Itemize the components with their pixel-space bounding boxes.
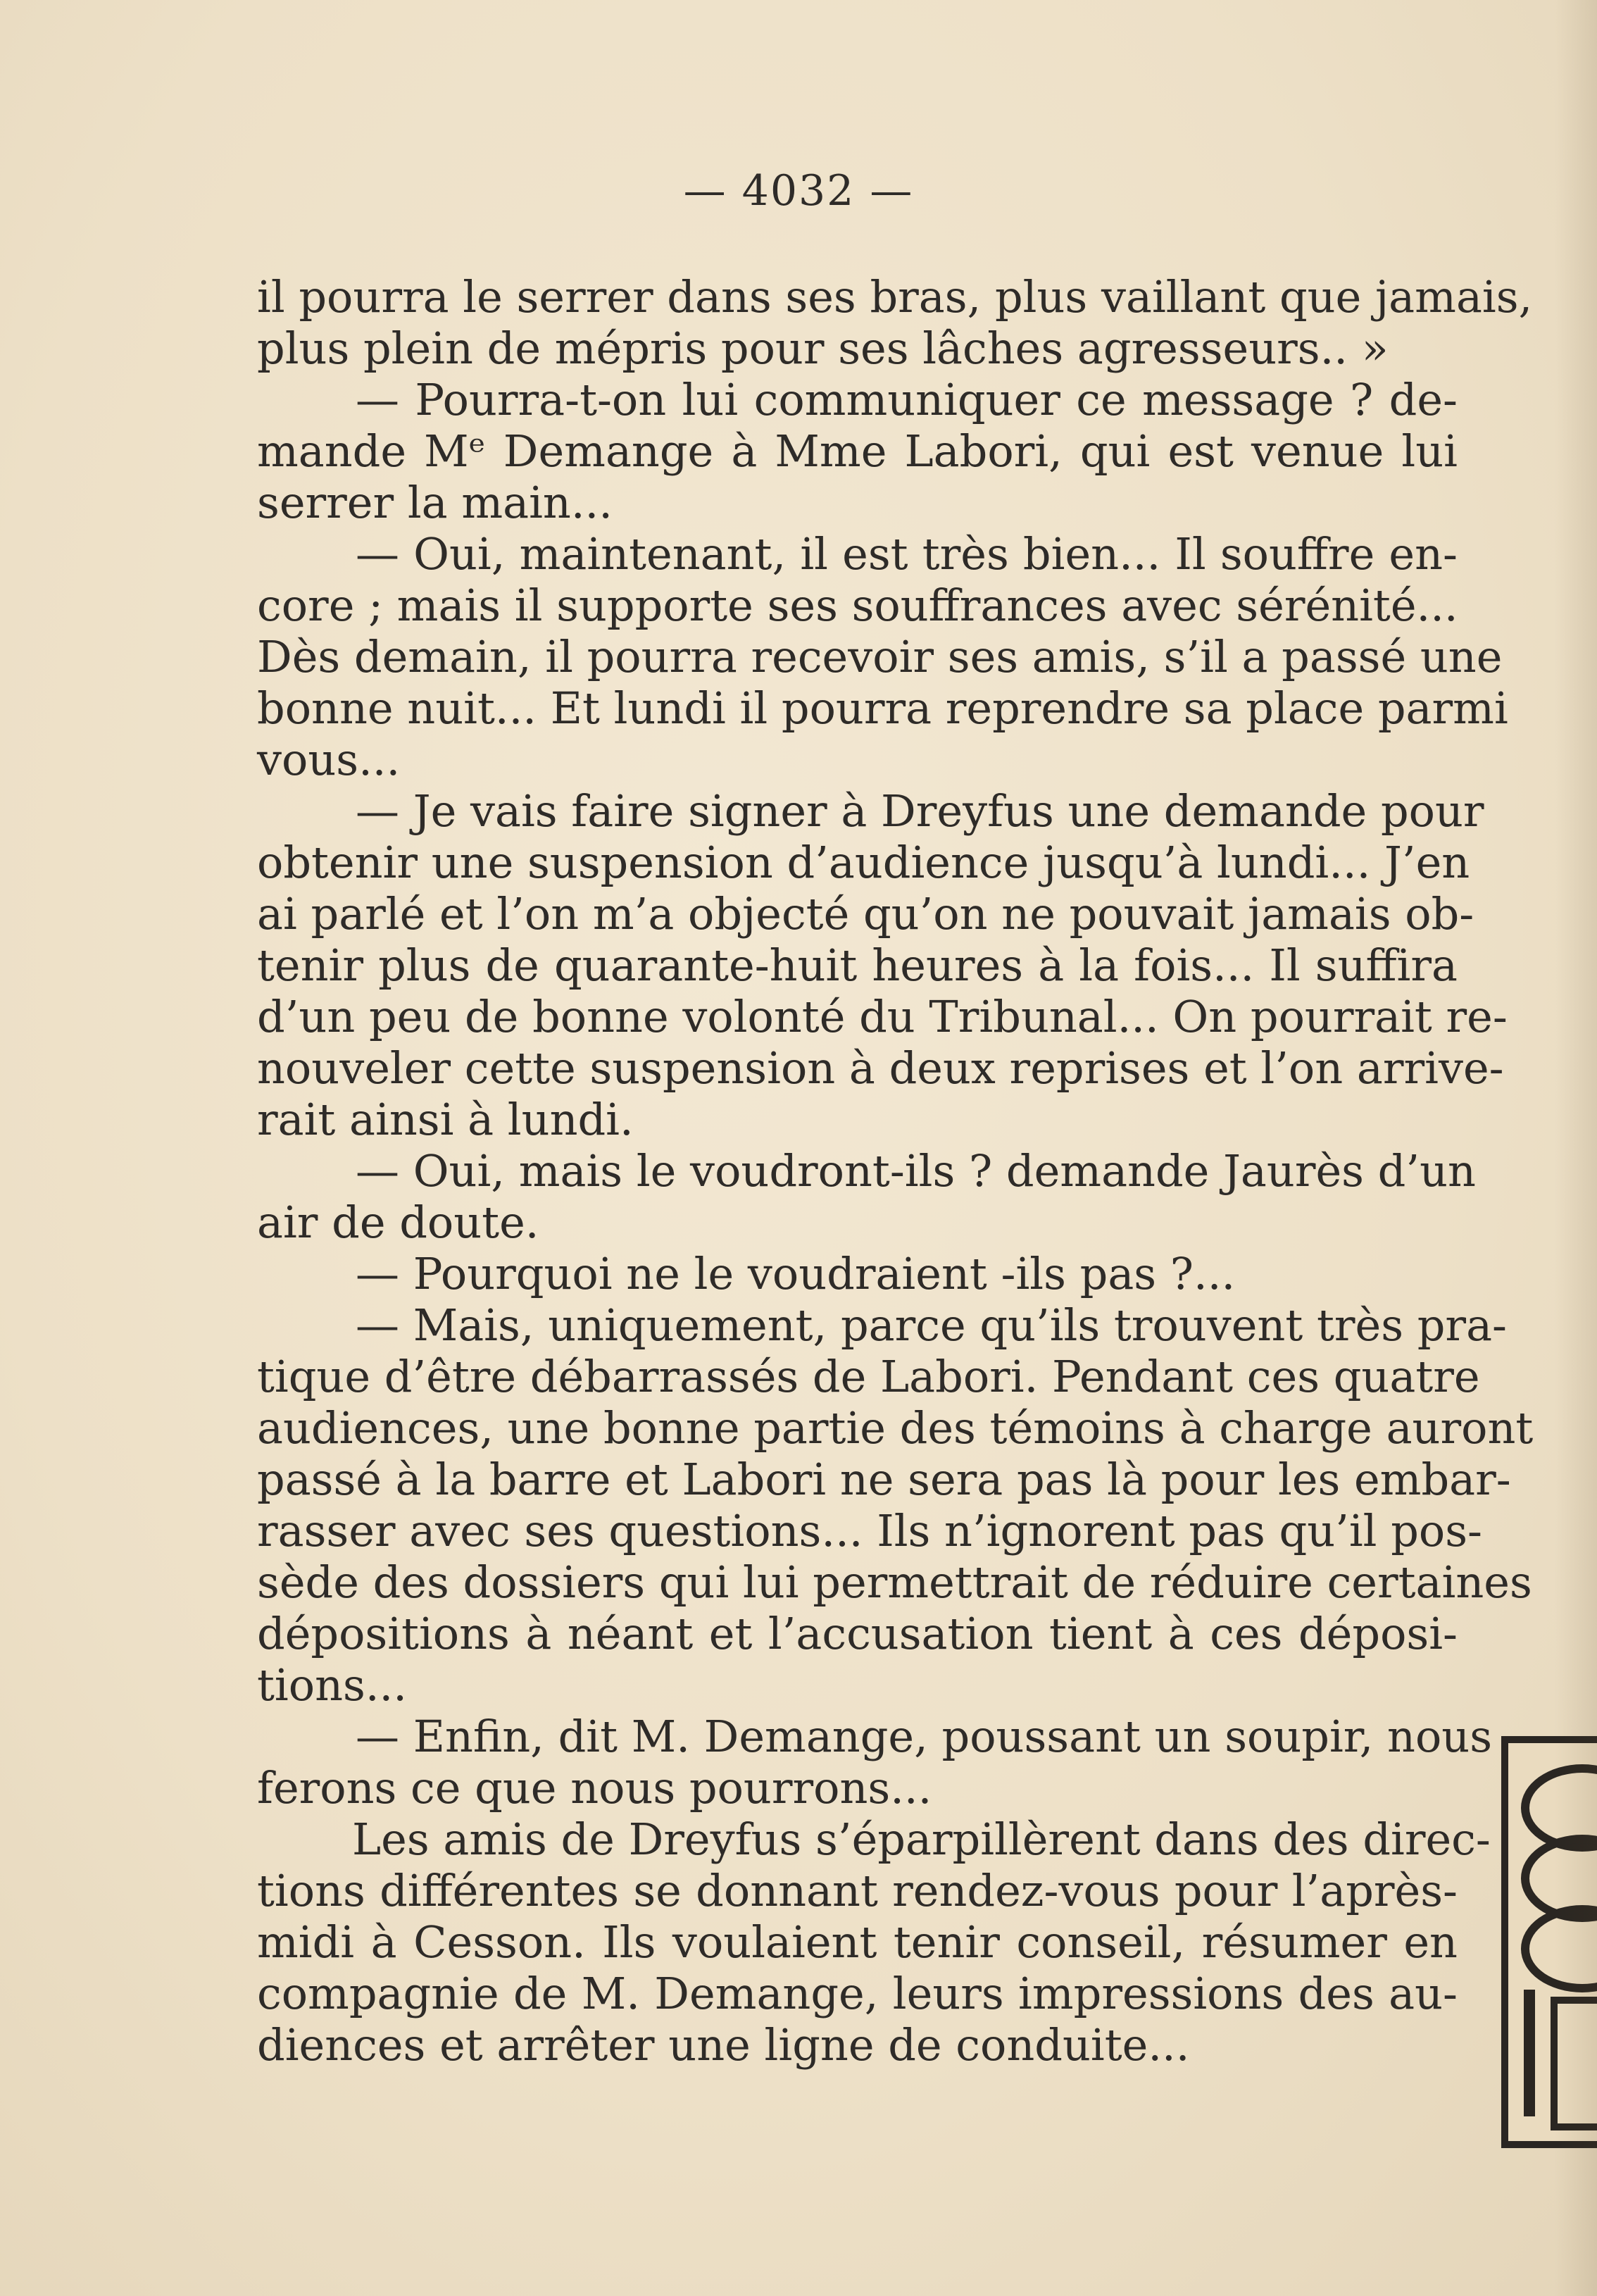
text-line: nouveler cette suspension à deux reprises et l’on arrive- xyxy=(257,1042,1504,1094)
text-line: compagnie de M. Demange, leurs impressions des au- xyxy=(257,1968,1458,2019)
page-edge-shadow xyxy=(1555,0,1597,2296)
text-line: air de doute. xyxy=(257,1197,539,1248)
text-line: — Oui, maintenant, il est très bien... Il souffre en- xyxy=(356,528,1458,580)
ornament-bar xyxy=(1524,1990,1535,2116)
text-line: tique d’être débarrassés de Labori. Pendant ces quatre xyxy=(257,1351,1480,1402)
text-line: ai parlé et l’on m’a objecté qu’on ne pouvait jamais ob- xyxy=(257,888,1474,940)
text-line: — Pourquoi ne le voudraient -ils pas ?... xyxy=(356,1248,1236,1299)
text-line: plus plein de mépris pour ses lâches agresseurs.. » xyxy=(257,323,1389,374)
page-number: — 4032 — xyxy=(683,166,914,216)
text-line: mande Mᵉ Demange à Mme Labori, qui est venue lui xyxy=(257,425,1458,477)
text-line: tions... xyxy=(257,1659,407,1711)
text-line: — Je vais faire signer à Dreyfus une demande pour xyxy=(356,785,1484,837)
text-line: tions différentes se donnant rendez-vous pour l’après- xyxy=(257,1865,1458,1916)
text-line: rasser avec ses questions... Ils n’ignorent pas qu’il pos- xyxy=(257,1505,1482,1556)
text-line: vous... xyxy=(257,734,401,785)
text-line: il pourra le serrer dans ses bras, plus vaillant que jamais, xyxy=(257,271,1533,323)
text-line: bonne nuit... Et lundi il pourra reprendre sa place parmi xyxy=(257,682,1508,734)
text-line: dépositions à néant et l’accusation tient à ces déposi- xyxy=(257,1608,1458,1659)
text-line: obtenir une suspension d’audience jusqu’à lundi... J’en xyxy=(257,837,1470,888)
text-line: diences et arrêter une ligne de conduite... xyxy=(257,2019,1190,2071)
text-line: sède des dossiers qui lui permettrait de réduire certaines xyxy=(257,1556,1532,1608)
text-line: — Mais, uniquement, parce qu’ils trouvent très pra- xyxy=(356,1299,1507,1351)
text-line: serrer la main... xyxy=(257,477,613,528)
text-line: core ; mais il supporte ses souffrances avec sérénité... xyxy=(257,580,1458,631)
text-line: d’un peu de bonne volonté du Tribunal... On pourrait re- xyxy=(257,991,1508,1042)
text-line: ferons ce que nous pourrons... xyxy=(257,1762,932,1814)
text-line: Dès demain, il pourra recevoir ses amis, s’il a passé une xyxy=(257,631,1503,682)
text-line: passé à la barre et Labori ne sera pas là pour les embar- xyxy=(257,1454,1511,1505)
text-line: audiences, une bonne partie des témoins à charge auront xyxy=(257,1402,1534,1454)
text-line: — Enfin, dit M. Demange, poussant un soupir, nous xyxy=(356,1711,1493,1762)
body-text xyxy=(257,271,1534,2071)
text-line: Les amis de Dreyfus s’éparpillèrent dans des direc- xyxy=(352,1814,1491,1865)
text-line: — Pourra-t-on lui communiquer ce message ? de- xyxy=(356,374,1458,425)
text-line: midi à Cesson. Ils voulaient tenir conseil, résumer en xyxy=(257,1916,1458,1968)
text-line: tenir plus de quarante-huit heures à la fois... Il suffira xyxy=(257,940,1458,991)
text-line: — Oui, mais le voudront-ils ? demande Jaurès d’un xyxy=(356,1145,1476,1197)
text-line: rait ainsi à lundi. xyxy=(257,1094,634,1145)
